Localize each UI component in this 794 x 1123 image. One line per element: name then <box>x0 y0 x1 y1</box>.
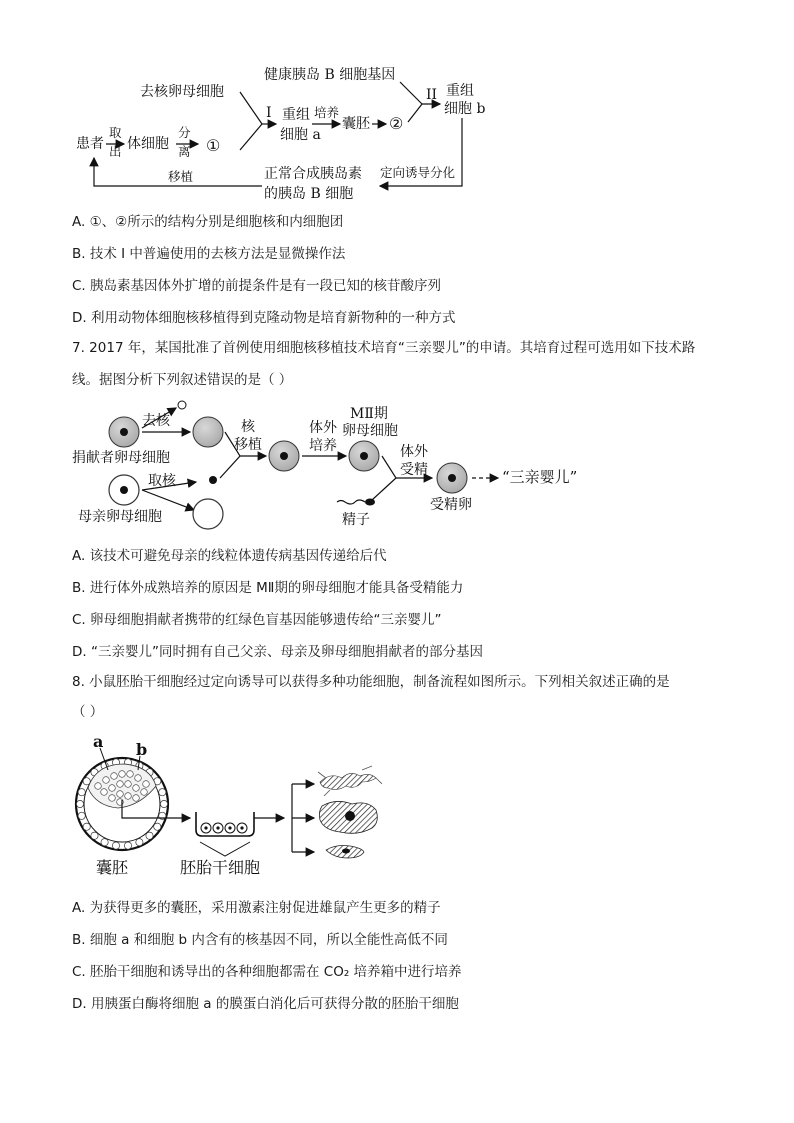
inner-cell <box>119 771 126 778</box>
q6-option-d: D. 利用动物体细胞核移植得到克隆动物是培育新物种的一种方式 <box>72 310 456 326</box>
label-donor-oocyte: 捐献者卵母细胞 <box>72 450 170 466</box>
trophoblast-cell <box>78 789 85 796</box>
label-mii-1: MⅡ期 <box>350 406 388 422</box>
q6-option-b: B. 技术 I 中普遍使用的去核方法是显微操作法 <box>72 246 346 262</box>
inner-cell <box>117 781 124 788</box>
label-somatic-cell: 体细胞 <box>127 136 169 152</box>
label-separate-2: 离 <box>178 144 191 159</box>
label-three-parent-baby: “三亲婴儿” <box>502 468 578 486</box>
inner-cell <box>127 771 134 778</box>
inner-cell <box>125 781 132 788</box>
label-circle-1: ① <box>206 136 221 155</box>
q8-option-a: A. 为获得更多的囊胚，采用激素注射促进雄鼠产生更多的精子 <box>72 900 441 916</box>
label-fertilized-egg: 受精卵 <box>430 497 472 513</box>
label-in-vitro-fert-2: 受精 <box>400 462 428 478</box>
label-recomb-b-1: 重组 <box>446 83 474 99</box>
q7-stem-line1: 7. 2017 年，某国批准了首例使用细胞核移植技术培育“三亲婴儿”的申请。其培育过程可选用如下技术路 <box>72 340 696 356</box>
label-blastocyst: 囊胚 <box>342 116 370 132</box>
inner-cell <box>103 777 110 784</box>
trophoblast-cell <box>76 800 83 807</box>
inner-cell <box>117 791 124 798</box>
label-transplant: 移植 <box>168 169 194 184</box>
q7-option-c: C. 卵母细胞捐献者携带的红绿色盲基因能够遗传给“三亲婴儿” <box>72 612 442 628</box>
trophoblast-cell <box>83 823 90 830</box>
trophoblast-cell <box>160 800 167 807</box>
label-recomb-a-2: 细胞 a <box>280 127 321 143</box>
inner-cell <box>95 783 102 790</box>
label-directed-diff: 定向诱导分化 <box>380 165 456 180</box>
label-nuclear-transfer-1: 核 <box>241 419 255 435</box>
q7-stem-line2: 线。据图分析下列叙述错误的是（ ） <box>72 372 293 388</box>
label-esc: 胚胎干细胞 <box>180 858 261 877</box>
q7-option-a: A. 该技术可避免母亲的线粒体遗传病基因传递给后代 <box>72 548 387 564</box>
label-take-nucleus: 取核 <box>148 473 176 489</box>
trophoblast-cell <box>159 789 166 796</box>
label-enucleated-oocyte: 去核卵母细胞 <box>140 84 224 100</box>
inner-cell <box>125 793 132 800</box>
trophoblast-cell <box>136 839 143 846</box>
inner-cell <box>101 789 108 796</box>
label-healthy-gene: 健康胰岛 B 细胞基因 <box>264 67 396 83</box>
inner-cell <box>135 775 142 782</box>
label-result-1: 正常合成胰岛素 <box>264 166 362 182</box>
label-mii-2: 卵母细胞 <box>342 423 398 439</box>
trophoblast-cell <box>124 842 131 849</box>
label-take-out-2: 出 <box>109 144 122 159</box>
inner-cell <box>133 785 140 792</box>
label-b: b <box>136 740 148 759</box>
label-roman-1: I <box>266 105 272 121</box>
label-separate-1: 分 <box>178 125 191 140</box>
q7-option-d: D. “三亲婴儿”同时拥有自己父亲、母亲及卵母细胞捐献者的部分基因 <box>72 644 483 660</box>
trophoblast-cell <box>112 842 119 849</box>
label-circle-2: ② <box>389 114 404 133</box>
label-roman-2: II <box>426 87 438 103</box>
inner-cell <box>109 785 116 792</box>
label-recomb-a-1: 重组 <box>282 107 310 123</box>
inner-cell <box>111 773 118 780</box>
trophoblast-cell <box>154 823 161 830</box>
label-take-out-1: 取 <box>109 125 122 140</box>
q6-option-a: A. ①、②所示的结构分别是细胞核和内细胞团 <box>72 214 344 230</box>
q8-option-d: D. 用胰蛋白酶将细胞 a 的膜蛋白消化后可获得分散的胚胎干细胞 <box>72 996 459 1012</box>
label-recomb-b-2: 细胞 b <box>444 101 486 117</box>
trophoblast-cell <box>101 839 108 846</box>
trophoblast-cell <box>91 832 98 839</box>
label-result-2: 的胰岛 B 细胞 <box>264 186 354 202</box>
q8-option-b: B. 细胞 a 和细胞 b 内含有的核基因不同，所以全能性高低不同 <box>72 932 448 948</box>
label-patient: 患者 <box>76 136 104 152</box>
inner-cell <box>133 795 140 802</box>
label-a: a <box>93 732 104 751</box>
q8-option-c: C. 胚胎干细胞和诱导出的各种细胞都需在 CO₂ 培养箱中进行培养 <box>72 964 462 980</box>
label-in-vitro-fert-1: 体外 <box>400 444 428 460</box>
label-nuclear-transfer-2: 移植 <box>234 437 262 453</box>
trophoblast-cell <box>78 812 85 819</box>
label-mother-oocyte: 母亲卵母细胞 <box>78 509 162 525</box>
label-blastocyst-3: 囊胚 <box>96 858 129 877</box>
inner-cell <box>143 781 150 788</box>
label-in-vitro-culture-1: 体外 <box>309 420 337 436</box>
trophoblast-cell <box>146 832 153 839</box>
q6-option-c: C. 胰岛素基因体外扩增的前提条件是有一段已知的核苷酸序列 <box>72 278 442 294</box>
inner-cell <box>109 795 116 802</box>
q8-stem-line1: 8. 小鼠胚胎干细胞经过定向诱导可以获得多种功能细胞，制备流程如图所示。下列相关叙述正确的是 <box>72 674 670 690</box>
label-sperm: 精子 <box>342 512 370 528</box>
label-remove-nucleus: 去核 <box>142 413 170 429</box>
label-in-vitro-culture-2: 培养 <box>309 438 337 454</box>
q8-stem-line2: （ ） <box>72 704 104 720</box>
q7-option-b: B. 进行体外成熟培养的原因是 MⅡ期的卵母细胞才能具备受精能力 <box>72 580 464 596</box>
inner-cell <box>141 789 148 796</box>
label-culture: 培养 <box>314 105 340 120</box>
